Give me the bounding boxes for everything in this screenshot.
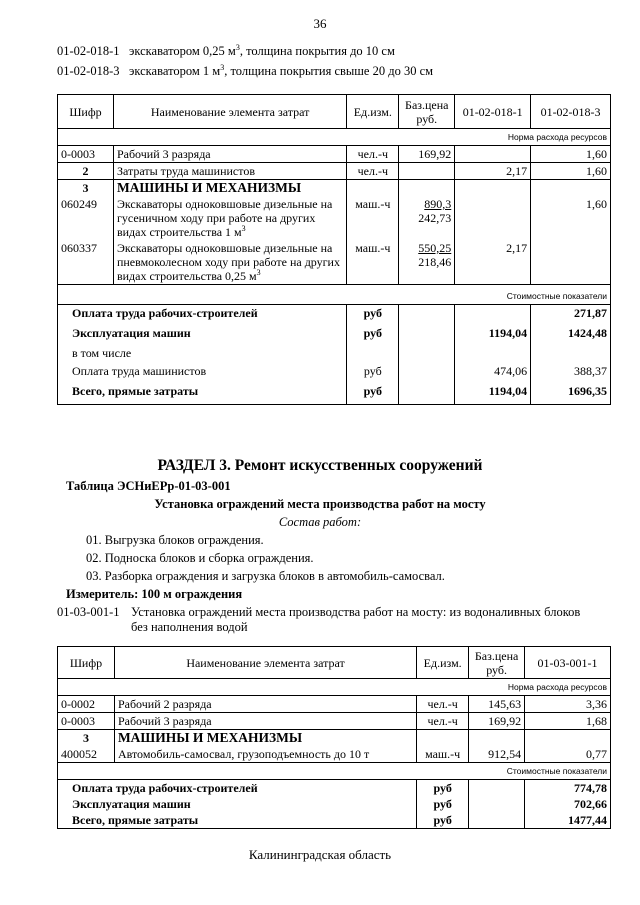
- row-value-1: 3,36: [525, 696, 611, 713]
- cost-value-1: 1194,04: [455, 383, 531, 405]
- col-header-code: Шифр: [58, 647, 115, 679]
- row-code: 0-0003: [58, 146, 114, 163]
- header-text: экскаватором 0,25 м: [129, 44, 236, 58]
- cost-value-2: 388,37: [531, 363, 611, 383]
- cost-value-2: 1696,35: [531, 383, 611, 405]
- row-price: 169,92: [399, 146, 455, 163]
- machines-heading: МАШИНЫ И МЕХАНИЗМЫ: [114, 730, 416, 747]
- work-step: 02. Подноска блоков и сборка ограждения.: [86, 551, 314, 565]
- superscript: 3: [241, 224, 246, 233]
- section-title: РАЗДЕЛ 3. Ремонт искусственных сооружений: [157, 457, 483, 474]
- region-footer: Калининградская область: [248, 847, 392, 862]
- cost-value-1: 1194,04: [455, 325, 531, 345]
- machine-name: [113, 240, 346, 285]
- machine-value-1: 2,17: [455, 240, 531, 285]
- row-name: Рабочий 2 разряда: [114, 696, 416, 713]
- col-header-name: Наименование элемента затрат: [113, 95, 346, 129]
- cost-name: Эксплуатация машин: [58, 796, 417, 812]
- machine-value-2: [531, 240, 611, 285]
- row-unit: чел.-ч: [417, 696, 469, 713]
- cost-name: в том числе: [58, 345, 347, 363]
- machine-name-text: Экскаваторы одноковшовые дизельные на пневмоколесном ходу при работе на других видах строительства 0,25 м: [116, 241, 340, 283]
- cost-name: Оплата труда рабочих-строителей: [58, 780, 417, 797]
- superscript: 3: [220, 62, 225, 72]
- work-step: 03. Разборка ограждения и загрузка блоков в автомобиль-самосвал.: [86, 569, 445, 583]
- price-wage: 242,73: [418, 211, 452, 225]
- cost-name: Эксплуатация машин: [58, 325, 347, 345]
- item-description-cont: без наполнения водой: [131, 620, 248, 634]
- machines-heading: МАШИНЫ И МЕХАНИЗМЫ: [113, 180, 346, 197]
- row-unit: чел.-ч: [347, 146, 399, 163]
- resource-table-2: [57, 646, 611, 829]
- machine-value-1: [455, 196, 531, 240]
- cost-unit: руб: [347, 305, 399, 325]
- cost-unit: руб: [417, 780, 469, 797]
- machine-code: 060337: [58, 240, 114, 285]
- row-name: Рабочий 3 разряда: [114, 713, 416, 730]
- price-wage: 218,46: [418, 255, 452, 269]
- row-value-2: 1,60: [531, 146, 611, 163]
- machine-code: 060249: [58, 196, 114, 240]
- col-header-variant-2: 01-02-018-3: [531, 95, 611, 129]
- resource-table-1: [57, 94, 611, 405]
- price-total: 890,3: [424, 197, 452, 211]
- superscript: 3: [235, 42, 240, 52]
- col-header-unit: Ед.изм.: [347, 95, 399, 129]
- cost-name: Всего, прямые затраты: [58, 383, 347, 405]
- header-code: 01-02-018-1: [57, 44, 120, 58]
- machine-price: 912,54: [469, 746, 525, 763]
- superscript: 3: [256, 268, 261, 277]
- cost-name: Оплата труда рабочих-строителей: [58, 305, 347, 325]
- machine-unit: маш.-ч: [347, 196, 399, 240]
- item-code: 01-03-001-1: [57, 605, 120, 619]
- row-unit: чел.-ч: [417, 713, 469, 730]
- row-name: Рабочий 3 разряда: [113, 146, 346, 163]
- header-code: 01-02-018-3: [57, 64, 120, 78]
- cost-name: Всего, прямые затраты: [58, 812, 417, 829]
- col-header-price: Баз.цена руб.: [469, 647, 525, 679]
- machine-code: 400052: [58, 746, 115, 763]
- page-number: 36: [313, 16, 327, 31]
- norm-label: Норма расхода ресурсов: [58, 679, 611, 696]
- cost-value-1: 474,06: [455, 363, 531, 383]
- header-text: , толщина покрытия до 10 см: [239, 44, 395, 58]
- header-line-2: [57, 64, 433, 79]
- machine-price: [399, 240, 455, 285]
- work-step: 01. Выгрузка блоков ограждения.: [86, 533, 264, 547]
- machines-code: 3: [58, 180, 114, 197]
- col-header-variant-1: 01-02-018-1: [455, 95, 531, 129]
- row-code: 0-0002: [58, 696, 115, 713]
- cost-value-1: 774,78: [525, 780, 611, 797]
- machine-name: Автомобиль-самосвал, грузоподъемность до 10 т: [114, 746, 416, 763]
- machine-unit: маш.-ч: [417, 746, 469, 763]
- col-header-price: Баз.цена руб.: [399, 95, 455, 129]
- col-header-code: Шифр: [58, 95, 114, 129]
- norm-label: Норма расхода ресурсов: [58, 129, 611, 146]
- work-title: Установка ограждений места производства работ на мосту: [154, 497, 486, 511]
- cost-unit: руб: [347, 325, 399, 345]
- cost-value-2: 1424,48: [531, 325, 611, 345]
- cost-name: Оплата труда машинистов: [58, 363, 347, 383]
- row-price: [399, 163, 455, 180]
- cost-value-1: 1477,44: [525, 812, 611, 829]
- row-value-1: 2,17: [455, 163, 531, 180]
- row-value-1: [455, 146, 531, 163]
- col-header-variant-1: 01-03-001-1: [525, 647, 611, 679]
- row-value-2: 1,60: [531, 163, 611, 180]
- cost-value-2: 271,87: [531, 305, 611, 325]
- row-name: Затраты труда машинистов: [113, 163, 346, 180]
- header-line-1: [57, 44, 395, 59]
- cost-unit: руб: [417, 812, 469, 829]
- col-header-unit: Ед.изм.: [417, 647, 469, 679]
- cost-label: Стоимостные показатели: [58, 763, 611, 780]
- row-value-1: 1,68: [525, 713, 611, 730]
- cost-value-1: 702,66: [525, 796, 611, 812]
- table-label: Таблица ЭСНиЕРр-01-03-001: [66, 479, 231, 493]
- header-text: , толщина покрытия свыше 20 до 30 см: [224, 64, 434, 78]
- cost-value-1: [455, 305, 531, 325]
- cost-label: Стоимостные показатели: [58, 285, 611, 305]
- row-price: 169,92: [469, 713, 525, 730]
- row-price: 145,63: [469, 696, 525, 713]
- row-unit: чел.-ч: [347, 163, 399, 180]
- measure-unit: Измеритель: 100 м ограждения: [66, 587, 243, 601]
- machines-code: 3: [58, 730, 115, 747]
- cost-unit: руб: [347, 363, 399, 383]
- cost-unit: руб: [417, 796, 469, 812]
- machine-value-1: 0,77: [525, 746, 611, 763]
- row-code: 0-0003: [58, 713, 115, 730]
- machine-name: [113, 196, 346, 240]
- price-total: 550,25: [418, 241, 452, 255]
- machine-unit: маш.-ч: [347, 240, 399, 285]
- composition-label: Состав работ:: [278, 515, 362, 529]
- row-code: 2: [58, 163, 114, 180]
- machine-price: [399, 196, 455, 240]
- cost-unit: руб: [347, 383, 399, 405]
- header-text: экскаватором 1 м: [129, 64, 221, 78]
- item-description: Установка ограждений места производства работ на мосту: из водоналивных блоков: [131, 605, 581, 619]
- machine-value-2: 1,60: [531, 196, 611, 240]
- col-header-name: Наименование элемента затрат: [114, 647, 416, 679]
- machine-name-text: Экскаваторы одноковшовые дизельные на гусеничном ходу при работе на других видах строительства 1 м: [116, 197, 333, 239]
